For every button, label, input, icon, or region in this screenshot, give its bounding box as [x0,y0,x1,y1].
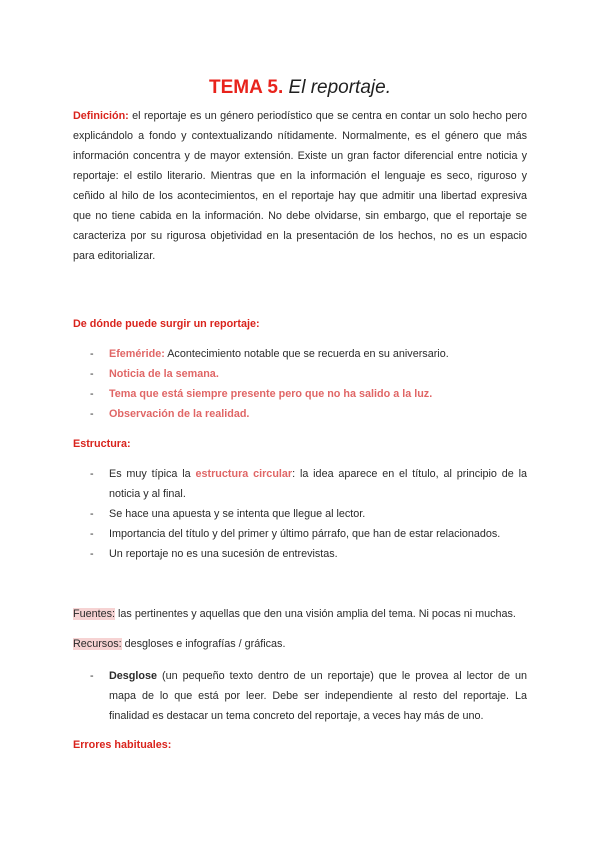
structure-text: Un reportaje no es una sucesión de entrevistas. [109,548,338,560]
list-item [73,524,527,544]
structure-text: Se hace una apuesta y se intenta que llegue al lector. [109,508,366,520]
structure-text: Importancia del título y del primer y último párrafo, que han de estar relacionados. [109,528,501,540]
origins-heading: De dónde puede surgir un reportaje: [73,318,260,330]
list-dash: - [90,468,94,480]
definition-text: el reportaje es un género periodístico que se centra en contar un solo hecho pero explicándolo a fondo y contextualizando nítidamente. Normalmente, es el género que más información concentra y de mayor extensión. Existe un gran factor diferencial entre noticia y reportaje: el estilo literario. Mientras que en la información el lenguaje es seco, riguroso y ceñido al hilo de los acontecimientos, en el reportaje hay que admitir una libertad expresiva que no tiene cabida en la información. No debe olvidarse, sin embargo, que el reportaje se caracteriza por su rigurosa objetividad en la presentación de los hechos, no es un espacio para editorializar. [73,110,527,262]
structure-text-after: : la idea aparece en el título, al principio de la noticia y al final. [109,468,527,500]
origin-label: Efeméride: [109,348,165,360]
structure-text-before: Es muy típica la [109,468,196,480]
list-dash: - [90,508,94,520]
resources-list [73,666,527,726]
list-item [73,666,527,726]
page-title [0,76,600,100]
list-dash: - [90,408,94,420]
sources-paragraph [73,604,527,624]
title-number: TEMA 5. [209,77,284,98]
origin-label: Tema que está siempre presente pero que no ha salido a la luz. [109,388,433,400]
list-item [73,464,527,504]
list-item [73,404,527,424]
errors-heading: Errores habituales: [73,739,172,751]
resource-bold: Desglose [109,670,158,682]
list-dash: - [90,670,94,682]
list-item [73,344,527,364]
list-dash: - [90,348,94,360]
resources-label: Recursos: [73,638,122,650]
structure-list [73,464,527,564]
sources-label: Fuentes: [73,608,116,620]
origin-label: Noticia de la semana. [109,368,219,380]
list-item [73,504,527,524]
list-dash: - [90,368,94,380]
list-dash: - [90,528,94,540]
definition-paragraph [73,106,527,266]
sources-text: las pertinentes y aquellas que den una visión amplia del tema. Ni pocas ni muchas. [115,608,516,620]
origins-list [73,344,527,424]
title-subtitle: El reportaje. [288,77,391,98]
resources-text: desgloses e infografías / gráficas. [121,638,286,650]
list-item [73,544,527,564]
structure-heading: Estructura: [73,438,131,450]
definition-label: Definición: [73,110,129,122]
list-dash: - [90,388,94,400]
list-dash: - [90,548,94,560]
origin-text: Acontecimiento notable que se recuerda en su aniversario. [164,348,449,360]
structure-highlight: estructura circular [195,468,293,480]
resource-text: (un pequeño texto dentro de un reportaje) que le provea al lector de un mapa de lo que está por leer. Debe ser independiente al resto del reportaje. La finalidad es destacar un tema concreto del reportaje, a veces hay más de uno. [109,670,527,722]
resources-paragraph [73,634,527,654]
list-item [73,384,527,404]
list-item [73,364,527,384]
origin-label: Observación de la realidad. [109,408,250,420]
